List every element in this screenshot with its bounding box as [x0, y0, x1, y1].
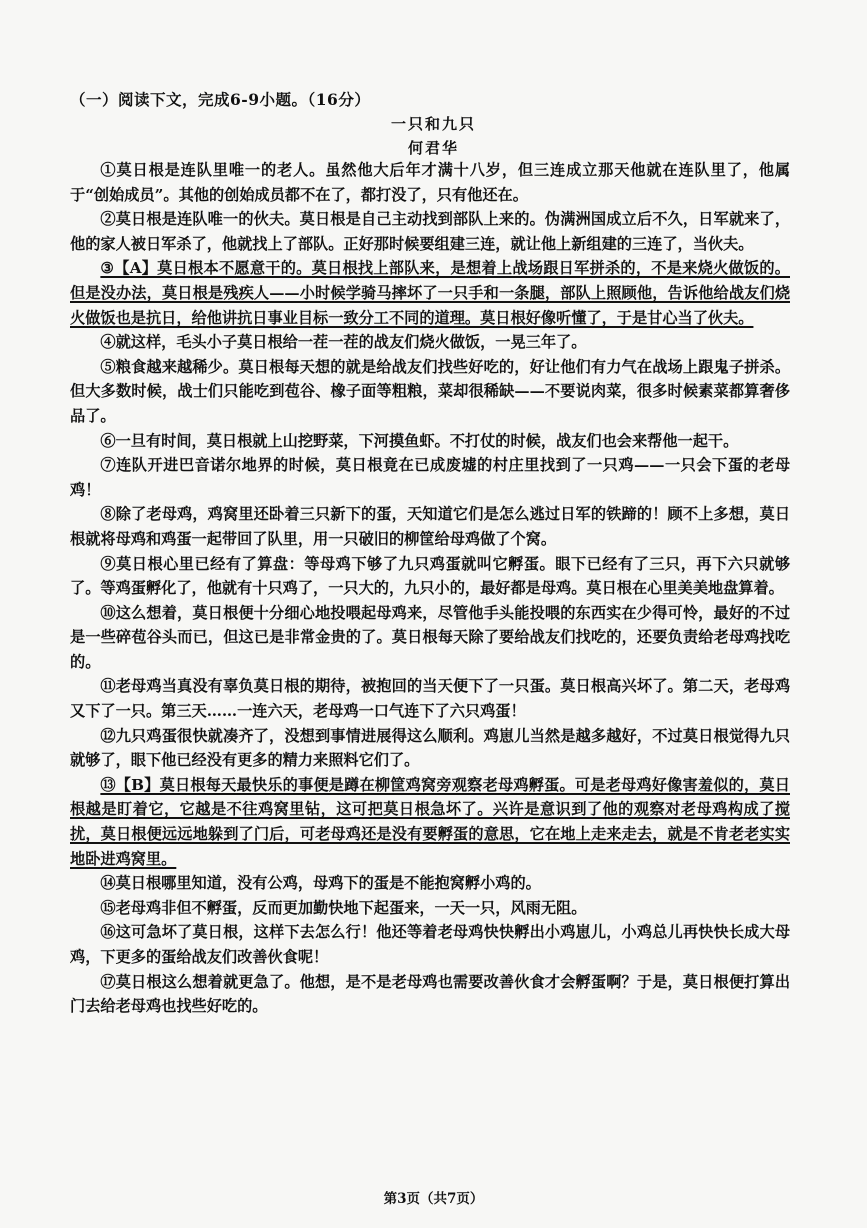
paragraph-3: ③【A】莫日根本不愿意干的。莫日根找上部队来，是想着上战场跟日军拼杀的，不是来烧火做饭的。但是没办法，莫日根是残疾人——小时候学骑马摔坏了一只手和一条腿，部队上照顾他，告诉他给战友们烧火做饭也是抗日，给他讲抗日事业目标一致分工不同的道理。莫日根好像听懂了，于是甘心当了伙夫。 [70, 259, 790, 327]
article-title: 一只和九只 [390, 115, 476, 133]
paragraph-15: ⑮老母鸡非但不孵蛋，反而更加勤快地下起蛋来，一天一只，风雨无阻。 [100, 898, 587, 917]
paragraph-14: ⑭莫日根哪里知道，没有公鸡，母鸡下的蛋是不能抱窝孵小鸡的。 [100, 874, 541, 893]
article-author: 何君华 [407, 139, 459, 157]
article-body [70, 158, 790, 1019]
paragraph-12: ⑫九只鸡蛋很快就凑齐了，没想到事情进展得这么顺利。鸡崽儿当然是越多越好，不过莫日根觉得九只就够了，眼下他已经没有更多的精力来照料它们了。 [70, 726, 790, 770]
paragraph-17: ⑰莫日根这么想着就更急了。他想，是不是老母鸡也需要改善伙食才会孵蛋啊？于是，莫日根便打算出门去给老母鸡也找些好吃的。 [70, 972, 790, 1016]
paragraph-6: ⑥一旦有时间，莫日根就上山挖野菜，下河摸鱼虾。不打仗的时候，战友们也会来帮他一起干。 [100, 431, 739, 450]
paragraph-2: ②莫日根是连队唯一的伙夫。莫日根是自己主动找到部队上来的。伪满洲国成立后不久，日军就来了，他的家人被日军杀了，他就找上了部队。正好那时候要组建三连，就让他上新组建的三连了，当伙夫。 [70, 210, 790, 253]
paragraph-8: ⑧除了老母鸡，鸡窝里还卧着三只新下的蛋，天知道它们是怎么逃过日军的铁蹄的！顾不上多想，莫日根就将母鸡和鸡蛋一起带回了队里，用一只破旧的柳筐给母鸡做了个窝。 [70, 505, 790, 548]
paragraph-5: ⑤粮食越来越稀少。莫日根每天想的就是给战友们找些好吃的，好让他们有力气在战场上跟鬼子拼杀。但大多数时候，战士们只能吃到苞谷、橡子面等粗粮，菜却很稀缺——不要说肉菜，很多时候素菜都算奢侈品了。 [70, 357, 790, 425]
page-footer: 第3页（共7页） [383, 1191, 484, 1207]
paragraph-11: ⑪老母鸡当真没有辜负莫日根的期待，被抱回的当天便下了一只蛋。莫日根高兴坏了。第二天，老母鸡又下了一只。第三天……一连六天，老母鸡一口气连下了六只鸡蛋！ [70, 677, 790, 721]
paragraph-16: ⑯这可急坏了莫日根，这样下去怎么行！他还等着老母鸡快快孵出小鸡崽儿，小鸡总儿再快快长成大母鸡，下更多的蛋给战友们改善伙食呢！ [70, 923, 790, 966]
paragraph-1: ①莫日根是连队里唯一的老人。虽然他大后年才满十八岁，但三连成立那天他就在连队里了，他属于“创始成员”。其他的创始成员都不在了，都打没了，只有他还在。 [70, 161, 790, 204]
section-header: （一）阅读下文，完成6-9小题。（16分） [70, 90, 371, 109]
paragraph-4: ④就这样，毛头小子莫日根给一茬一茬的战友们烧火做饭，一晃三年了。 [100, 333, 587, 352]
paragraph-9: ⑨莫日根心里已经有了算盘：等母鸡下够了九只鸡蛋就叫它孵蛋。眼下已经有了三只，再下六只就够了。等鸡蛋孵化了，他就有十只鸡了，一只大的，九只小的，最好都是母鸡。莫日根在心里美美地盘算着。 [70, 554, 790, 598]
paragraph-7: ⑦连队开进巴音诺尔地界的时候，莫日根竟在已成废墟的村庄里找到了一只鸡——一只会下蛋的老母鸡！ [70, 456, 790, 499]
paragraph-13: ⑬【B】莫日根每天最快乐的事便是蹲在柳筐鸡窝旁观察老母鸡孵蛋。可是老母鸡好像害羞似的，莫日根越是盯着它，它越是不往鸡窝里钻，这可把莫日根急坏了。兴许是意识到了他的观察对老母鸡构成了搅扰，莫日根便远远地躲到了门后，可老母鸡还是没有要孵蛋的意思，它在地上走来走去，就是不肯老老实实地卧进鸡窝里。 [70, 775, 790, 868]
paragraph-10: ⑩这么想着，莫日根便十分细心地投喂起母鸡来，尽管他手头能投喂的东西实在少得可怜，最好的不过是一些碎苞谷头而已，但这已是非常金贵的了。莫日根每天除了要给战友们找吃的，还要负责给老母鸡找吃的。 [70, 603, 790, 671]
